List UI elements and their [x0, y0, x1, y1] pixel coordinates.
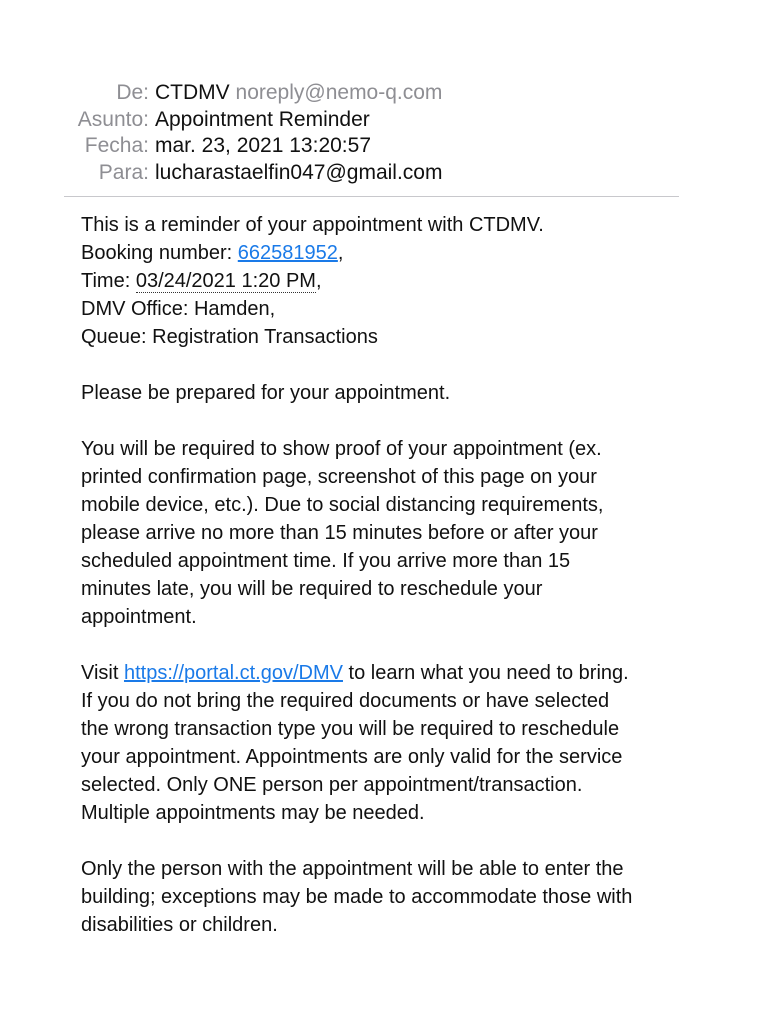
email-header: [0, 80, 768, 186]
to-label: Para:: [98, 160, 149, 184]
entry-line: Only the person with the appointment will be able to enter the: [81, 858, 624, 880]
visit-line: If you do not bring the required documents or have selected: [81, 690, 610, 712]
subject-label: Asunto:: [77, 107, 149, 131]
proof-line: printed confirmation page, screenshot of this page on your: [81, 466, 597, 488]
visit-line: [81, 659, 721, 687]
sender-email[interactable]: noreply@nemo-q.com: [235, 81, 443, 104]
visit-suffix: to learn what you need to bring.: [342, 662, 629, 684]
booking-label: Booking number:: [81, 242, 238, 264]
visit-line: Multiple appointments may be needed.: [81, 802, 425, 824]
from-value[interactable]: [155, 80, 442, 107]
visit-line: your appointment. Appointments are only valid for the service: [81, 746, 623, 768]
entry-paragraph: [81, 855, 721, 939]
proof-line: appointment.: [81, 606, 197, 628]
booking-suffix: ,: [337, 242, 344, 264]
email-body: [81, 211, 721, 967]
queue-line: Queue: Registration Transactions: [81, 326, 378, 348]
proof-line: please arrive no more than 15 minutes before or after your: [81, 522, 598, 544]
intro-line: This is a reminder of your appointment with CTDMV.: [81, 214, 544, 236]
visit-line: the wrong transaction type you will be required to reschedule: [81, 718, 620, 740]
office-line: DMV Office: Hamden,: [81, 298, 276, 320]
subject-value: Appointment Reminder: [155, 107, 370, 131]
entry-line: building; exceptions may be made to accommodate those with: [81, 886, 633, 908]
booking-number-link[interactable]: 662581952: [237, 242, 338, 264]
prepared-paragraph: Please be prepared for your appointment.: [81, 382, 451, 404]
appointment-details: [81, 211, 721, 351]
from-label: De:: [116, 81, 149, 104]
time-label: Time:: [81, 270, 136, 292]
sender-name[interactable]: CTDMV: [155, 81, 230, 104]
booking-line: [81, 239, 721, 267]
visit-line: selected. Only ONE person per appointment/transaction.: [81, 774, 583, 796]
dmv-portal-link[interactable]: https://portal.ct.gov/DMV: [123, 662, 343, 684]
visit-paragraph: [81, 659, 721, 827]
date-value: mar. 23, 2021 13:20:57: [155, 134, 371, 157]
recipient-email[interactable]: lucharastaelfin047@gmail.com: [155, 160, 443, 184]
time-line: [81, 267, 721, 295]
proof-line: minutes late, you will be required to reschedule your: [81, 578, 543, 600]
visit-prefix: Visit: [81, 662, 124, 684]
to-row: [0, 160, 768, 187]
date-label: Fecha:: [84, 134, 149, 157]
time-value[interactable]: 03/24/2021 1:20 PM: [135, 270, 316, 292]
proof-paragraph: [81, 435, 721, 631]
from-row: [0, 80, 768, 107]
subject-row: [0, 107, 768, 134]
entry-line: disabilities or children.: [81, 914, 278, 936]
time-suffix: ,: [315, 270, 322, 292]
proof-line: mobile device, etc.). Due to social distancing requirements,: [81, 494, 604, 516]
proof-line: scheduled appointment time. If you arrive more than 15: [81, 550, 571, 572]
proof-line: You will be required to show proof of your appointment (ex.: [81, 438, 602, 460]
header-divider: [64, 196, 679, 197]
date-row: [0, 133, 768, 160]
